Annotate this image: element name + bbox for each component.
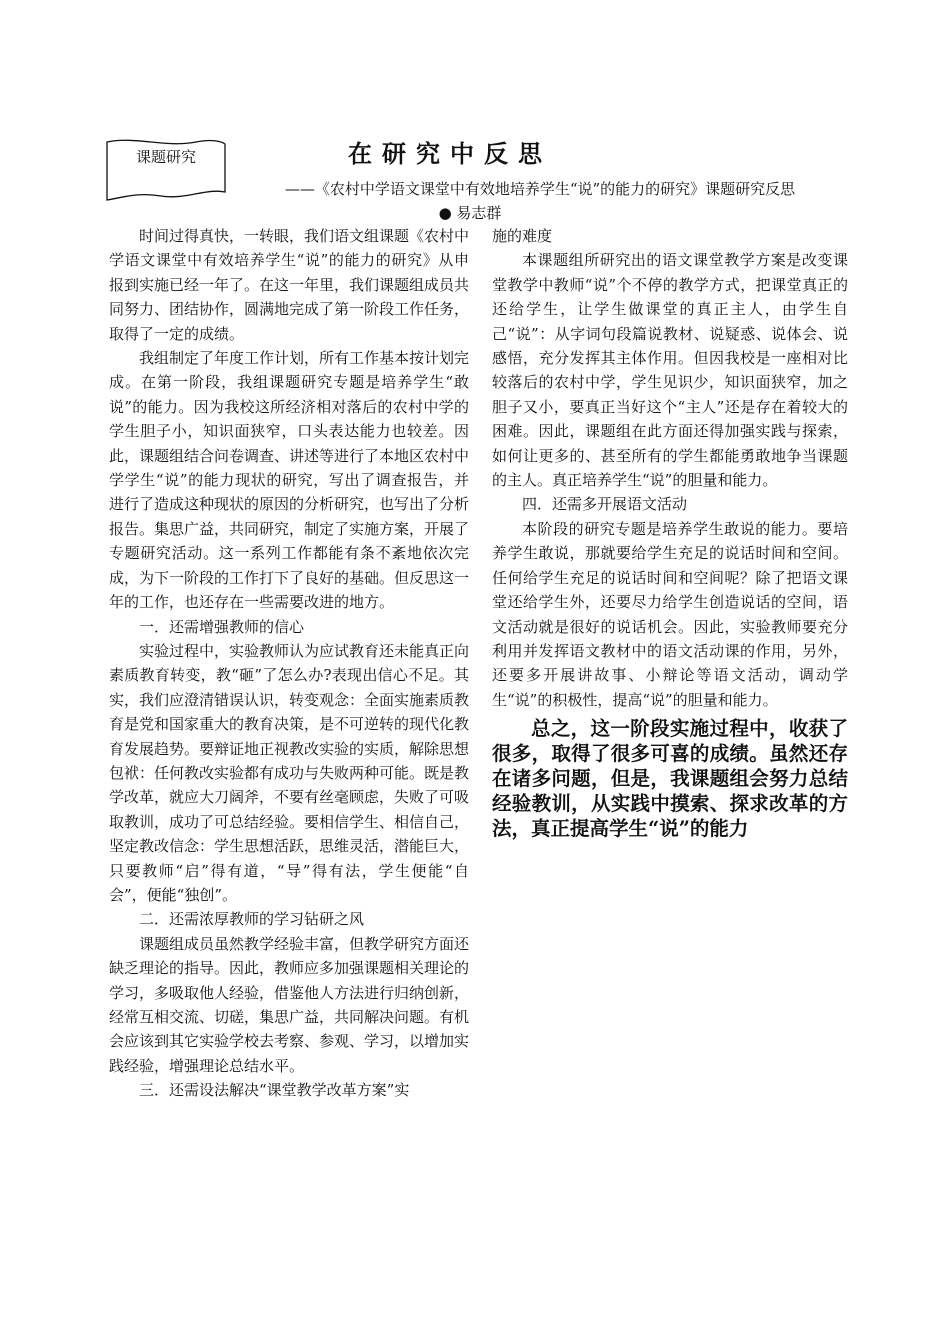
right-column — [492, 224, 848, 841]
paragraph: 时间过得真快，一转眼，我们语文组课题《农村中学语文课堂中有效培养学生“说”的能力的研究》从申报到实施已经一年了。在这一年里，我们课题组成员共同努力、团结协作，圆满地完成了第一阶段工作任务，取得了一定的成绩。 — [109, 227, 470, 343]
section-heading: 二．还需浓厚教师的学习钻研之风 — [139, 910, 365, 929]
paragraph: 课题组成员虽然教学经验丰富，但教学研究方面还缺乏理论的指导。因此，教师应多加强课题相关理论的学习，多吸取他人经验，借鉴他人方法进行归纳创新，经常互相交流、切磋，集思广益，共同解决问题。有机会应该到其它实验学校去考察、参观、学习，以增加实践经验，增强理论总结水平。 — [109, 934, 470, 1075]
paragraph: 实验过程中，实验教师认为应试教育还未能真正向素质教育转变，教“砸”了怎么办?表现出信心不足。其实，我们应澄清错误认识，转变观念：全面实施素质教育是党和国家重大的教育决策，是不可逆转的现代化教育发展趋势。要辩证地正视教改实验的实质，解除思想包袱：任何教改实验都有成功与失败两种可能。既是教学改革，就应大刀阔斧，不要有丝毫顾虑，失败了可吸取教训，成功了可总结经验。要相信学生、相信自己，坚定教改信念：学生思想活跃，思维灵活，潜能巨大，只要教师“启”得有道，“导”得有法，学生便能“自会”，便能“独创”。 — [109, 641, 470, 904]
section-heading: 四．还需多开展语文活动 — [522, 495, 688, 514]
author: ● 易志群 — [438, 204, 502, 222]
paragraph: 我组制定了年度工作计划，所有工作基本按计划完成。在第一阶段，我组课题研究专题是培养学生“敢说”的能力。因为我校这所经济相对落后的农村中学的学生胆子小，知识面狭窄，口头表达能力也较差。因此，课题组结合问卷调查、讲述等进行了本地区农村中学学生“说”的能力现状的研究，写出了调查报告，并进行了造成这种现状的原因的分析研究，也写出了分析报告。集思广益，共同研究，制定了实施方案，开展了专题研究活动。这一系列工作都能有条不紊地依次完成，为下一阶段的工作打下了良好的基础。但反思这一年的工作，也还存在一些需要改进的地方。 — [109, 349, 470, 612]
section-tag: 课题研究 — [135, 148, 196, 166]
section-heading: 一．还需增强教师的信心 — [139, 617, 305, 636]
paragraph: 本课题组所研究出的语文课堂教学方案是改变课堂教学中教师“说”个不停的教学方式，把课堂真正的还给学生，让学生做课堂的真正主人，由学生自己“说”：从字词句段篇说教材、说疑惑、说体会、说感悟，充分发挥其主体作用。但因我校是一座相对比较落后的农村中学，学生见识少，知识面狭窄，加之胆子又小，要真正当好这个“主人”还是存在着较大的困难。因此，课题组在此方面还得加强实践与探索，如何让更多的、甚至所有的学生都能勇敢地争当课题的主人。真正培养学生“说”的胆量和能力。 — [492, 251, 848, 490]
article-title: 在研究中反思 — [348, 139, 552, 168]
section-heading: 三．还需设法解决“课堂教学改革方案”实 — [139, 1081, 410, 1100]
left-column — [109, 224, 469, 1103]
paragraph: 施的难度 — [492, 227, 553, 245]
paragraph: 本阶段的研究专题是培养学生敢说的能力。要培养学生敢说，那就要给学生充足的说话时间和空间。任何给学生充足的说话时间和空间呢？除了把语文课堂还给学生外，还要尽力给学生创造说话的空间，语文活动就是很好的说话机会。因此，实验教师要充分利用并发挥语文教材中的语文活动课的作用，另外，还要多开展讲故事、小辩论等语文活动，调动学生“说”的积极性，提高“说”的胆量和能力。 — [492, 519, 848, 709]
summary-paragraph: 总之，这一阶段实施过程中，收获了很多，取得了很多可喜的成绩。虽然还存在诸多问题，但是，我课题组会努力总结经验教训，从实践中摸索、探求改革的方法，真正提高学生“说”的能力 — [492, 717, 848, 841]
article-subtitle: ——《农村中学语文课堂中有效地培养学生“说”的能力的研究》课题研究反思 — [284, 180, 796, 198]
